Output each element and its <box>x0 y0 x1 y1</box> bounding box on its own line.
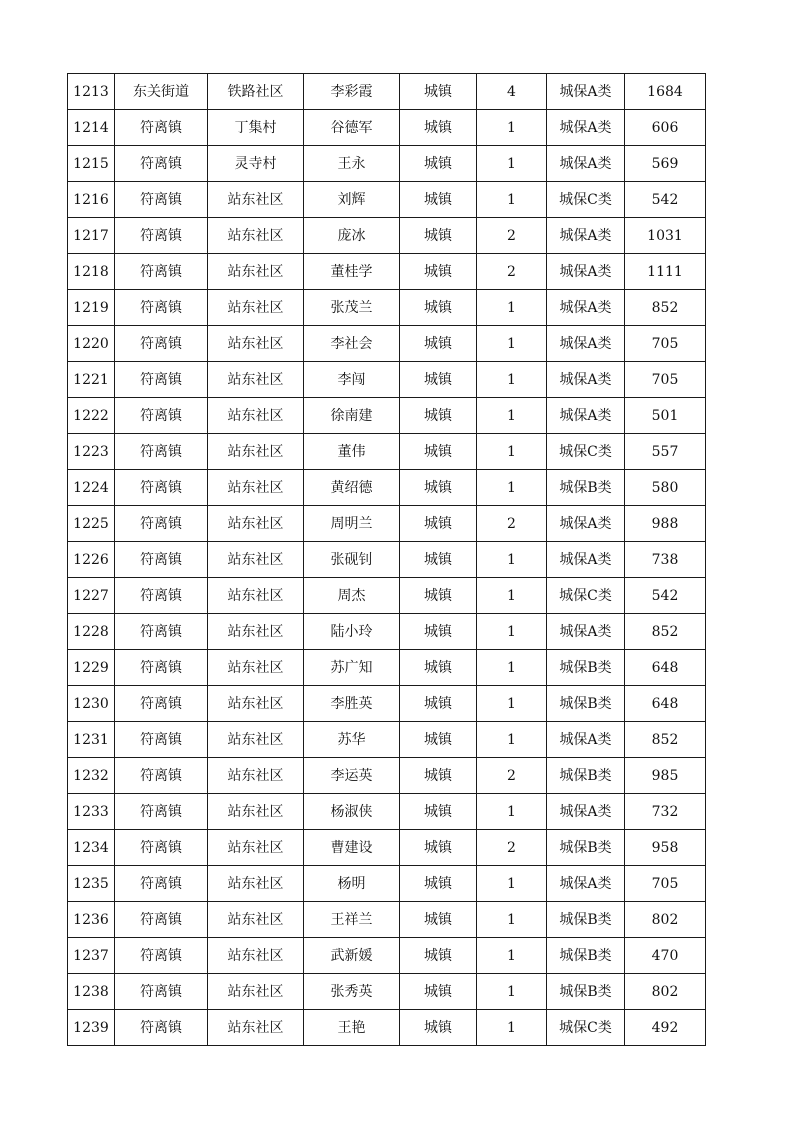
cell-name: 周明兰 <box>304 506 400 542</box>
cell-village: 站东社区 <box>208 974 304 1010</box>
cell-type: 城镇 <box>400 938 477 974</box>
cell-amount: 852 <box>625 722 706 758</box>
cell-name: 徐南建 <box>304 398 400 434</box>
table-row <box>68 542 706 578</box>
cell-amount: 648 <box>625 650 706 686</box>
cell-id: 1229 <box>68 650 115 686</box>
cell-count: 1 <box>477 362 547 398</box>
cell-category: 城保A类 <box>547 794 625 830</box>
table-row <box>68 506 706 542</box>
cell-category: 城保A类 <box>547 74 625 110</box>
cell-town: 符离镇 <box>115 650 208 686</box>
cell-type: 城镇 <box>400 218 477 254</box>
cell-town: 符离镇 <box>115 182 208 218</box>
cell-name: 张砚钊 <box>304 542 400 578</box>
cell-count: 1 <box>477 146 547 182</box>
cell-count: 1 <box>477 434 547 470</box>
cell-id: 1230 <box>68 686 115 722</box>
cell-count: 1 <box>477 722 547 758</box>
cell-id: 1237 <box>68 938 115 974</box>
cell-id: 1213 <box>68 74 115 110</box>
cell-type: 城镇 <box>400 758 477 794</box>
cell-village: 站东社区 <box>208 398 304 434</box>
cell-village: 站东社区 <box>208 830 304 866</box>
cell-village: 站东社区 <box>208 542 304 578</box>
cell-category: 城保A类 <box>547 146 625 182</box>
cell-type: 城镇 <box>400 614 477 650</box>
table-row <box>68 146 706 182</box>
cell-name: 张茂兰 <box>304 290 400 326</box>
cell-type: 城镇 <box>400 542 477 578</box>
cell-id: 1223 <box>68 434 115 470</box>
cell-name: 李运英 <box>304 758 400 794</box>
cell-amount: 569 <box>625 146 706 182</box>
cell-category: 城保C类 <box>547 1010 625 1046</box>
cell-type: 城镇 <box>400 182 477 218</box>
cell-type: 城镇 <box>400 686 477 722</box>
cell-count: 1 <box>477 794 547 830</box>
cell-id: 1234 <box>68 830 115 866</box>
cell-village: 站东社区 <box>208 254 304 290</box>
cell-town: 符离镇 <box>115 542 208 578</box>
cell-town: 东关街道 <box>115 74 208 110</box>
cell-amount: 1111 <box>625 254 706 290</box>
table-row <box>68 434 706 470</box>
cell-amount: 606 <box>625 110 706 146</box>
cell-count: 1 <box>477 686 547 722</box>
cell-category: 城保A类 <box>547 398 625 434</box>
cell-count: 1 <box>477 326 547 362</box>
cell-type: 城镇 <box>400 326 477 362</box>
cell-village: 站东社区 <box>208 362 304 398</box>
cell-name: 王永 <box>304 146 400 182</box>
cell-name: 董桂学 <box>304 254 400 290</box>
cell-amount: 958 <box>625 830 706 866</box>
cell-name: 杨明 <box>304 866 400 902</box>
cell-town: 符离镇 <box>115 614 208 650</box>
cell-category: 城保B类 <box>547 902 625 938</box>
cell-town: 符离镇 <box>115 434 208 470</box>
cell-village: 站东社区 <box>208 686 304 722</box>
table-row <box>68 1010 706 1046</box>
cell-category: 城保C类 <box>547 182 625 218</box>
roster-table-body <box>68 74 706 1046</box>
cell-town: 符离镇 <box>115 290 208 326</box>
cell-category: 城保A类 <box>547 506 625 542</box>
table-row <box>68 686 706 722</box>
cell-name: 苏广知 <box>304 650 400 686</box>
cell-id: 1220 <box>68 326 115 362</box>
cell-category: 城保C类 <box>547 434 625 470</box>
cell-amount: 802 <box>625 974 706 1010</box>
cell-id: 1232 <box>68 758 115 794</box>
cell-type: 城镇 <box>400 650 477 686</box>
cell-name: 李闯 <box>304 362 400 398</box>
cell-village: 站东社区 <box>208 182 304 218</box>
cell-town: 符离镇 <box>115 470 208 506</box>
cell-count: 1 <box>477 1010 547 1046</box>
cell-amount: 580 <box>625 470 706 506</box>
cell-count: 1 <box>477 902 547 938</box>
cell-amount: 542 <box>625 578 706 614</box>
cell-village: 站东社区 <box>208 326 304 362</box>
cell-town: 符离镇 <box>115 830 208 866</box>
cell-count: 1 <box>477 974 547 1010</box>
cell-name: 董伟 <box>304 434 400 470</box>
cell-count: 1 <box>477 290 547 326</box>
table-row <box>68 974 706 1010</box>
cell-village: 站东社区 <box>208 506 304 542</box>
cell-town: 符离镇 <box>115 398 208 434</box>
cell-count: 2 <box>477 758 547 794</box>
cell-town: 符离镇 <box>115 686 208 722</box>
cell-village: 站东社区 <box>208 902 304 938</box>
table-row <box>68 254 706 290</box>
table-row <box>68 758 706 794</box>
cell-category: 城保B类 <box>547 470 625 506</box>
cell-amount: 705 <box>625 866 706 902</box>
cell-type: 城镇 <box>400 110 477 146</box>
cell-type: 城镇 <box>400 902 477 938</box>
cell-category: 城保A类 <box>547 110 625 146</box>
cell-type: 城镇 <box>400 1010 477 1046</box>
cell-type: 城镇 <box>400 470 477 506</box>
cell-village: 铁路社区 <box>208 74 304 110</box>
cell-amount: 542 <box>625 182 706 218</box>
table-row <box>68 866 706 902</box>
cell-id: 1222 <box>68 398 115 434</box>
cell-count: 2 <box>477 830 547 866</box>
cell-amount: 470 <box>625 938 706 974</box>
cell-town: 符离镇 <box>115 758 208 794</box>
cell-type: 城镇 <box>400 362 477 398</box>
cell-town: 符离镇 <box>115 326 208 362</box>
cell-name: 李彩霞 <box>304 74 400 110</box>
table-row <box>68 218 706 254</box>
cell-id: 1217 <box>68 218 115 254</box>
cell-amount: 738 <box>625 542 706 578</box>
cell-id: 1231 <box>68 722 115 758</box>
cell-name: 武新媛 <box>304 938 400 974</box>
cell-amount: 985 <box>625 758 706 794</box>
cell-id: 1233 <box>68 794 115 830</box>
cell-amount: 501 <box>625 398 706 434</box>
cell-type: 城镇 <box>400 434 477 470</box>
cell-village: 站东社区 <box>208 650 304 686</box>
table-row <box>68 722 706 758</box>
cell-type: 城镇 <box>400 722 477 758</box>
cell-type: 城镇 <box>400 254 477 290</box>
cell-category: 城保B类 <box>547 650 625 686</box>
cell-amount: 852 <box>625 614 706 650</box>
cell-id: 1218 <box>68 254 115 290</box>
cell-id: 1228 <box>68 614 115 650</box>
cell-id: 1215 <box>68 146 115 182</box>
cell-id: 1221 <box>68 362 115 398</box>
table-row <box>68 902 706 938</box>
cell-amount: 705 <box>625 362 706 398</box>
cell-name: 黄绍德 <box>304 470 400 506</box>
cell-amount: 557 <box>625 434 706 470</box>
cell-count: 1 <box>477 182 547 218</box>
roster-table <box>67 73 706 1046</box>
cell-count: 1 <box>477 938 547 974</box>
cell-category: 城保A类 <box>547 218 625 254</box>
table-row <box>68 470 706 506</box>
cell-village: 站东社区 <box>208 470 304 506</box>
cell-village: 站东社区 <box>208 1010 304 1046</box>
table-row <box>68 398 706 434</box>
cell-count: 1 <box>477 110 547 146</box>
cell-count: 4 <box>477 74 547 110</box>
cell-village: 站东社区 <box>208 938 304 974</box>
cell-id: 1239 <box>68 1010 115 1046</box>
cell-type: 城镇 <box>400 74 477 110</box>
cell-type: 城镇 <box>400 866 477 902</box>
cell-count: 2 <box>477 218 547 254</box>
cell-type: 城镇 <box>400 398 477 434</box>
cell-town: 符离镇 <box>115 578 208 614</box>
cell-village: 站东社区 <box>208 290 304 326</box>
cell-count: 1 <box>477 866 547 902</box>
cell-amount: 648 <box>625 686 706 722</box>
cell-name: 刘辉 <box>304 182 400 218</box>
cell-category: 城保A类 <box>547 722 625 758</box>
table-row <box>68 830 706 866</box>
cell-id: 1235 <box>68 866 115 902</box>
cell-village: 站东社区 <box>208 578 304 614</box>
cell-category: 城保B类 <box>547 686 625 722</box>
cell-village: 站东社区 <box>208 614 304 650</box>
cell-town: 符离镇 <box>115 938 208 974</box>
cell-name: 苏华 <box>304 722 400 758</box>
cell-id: 1238 <box>68 974 115 1010</box>
cell-category: 城保A类 <box>547 290 625 326</box>
table-row <box>68 794 706 830</box>
cell-id: 1236 <box>68 902 115 938</box>
cell-type: 城镇 <box>400 146 477 182</box>
cell-amount: 492 <box>625 1010 706 1046</box>
cell-town: 符离镇 <box>115 254 208 290</box>
cell-count: 1 <box>477 614 547 650</box>
cell-town: 符离镇 <box>115 218 208 254</box>
cell-amount: 802 <box>625 902 706 938</box>
table-row <box>68 614 706 650</box>
cell-name: 周杰 <box>304 578 400 614</box>
cell-type: 城镇 <box>400 794 477 830</box>
cell-village: 站东社区 <box>208 794 304 830</box>
cell-village: 灵寺村 <box>208 146 304 182</box>
cell-name: 谷德军 <box>304 110 400 146</box>
cell-town: 符离镇 <box>115 146 208 182</box>
cell-name: 王祥兰 <box>304 902 400 938</box>
cell-village: 站东社区 <box>208 434 304 470</box>
cell-category: 城保A类 <box>547 542 625 578</box>
cell-amount: 705 <box>625 326 706 362</box>
cell-name: 曹建设 <box>304 830 400 866</box>
cell-category: 城保A类 <box>547 362 625 398</box>
table-row <box>68 110 706 146</box>
table-row <box>68 326 706 362</box>
cell-category: 城保A类 <box>547 326 625 362</box>
cell-id: 1214 <box>68 110 115 146</box>
cell-name: 杨淑侠 <box>304 794 400 830</box>
cell-id: 1227 <box>68 578 115 614</box>
table-row <box>68 938 706 974</box>
cell-count: 1 <box>477 650 547 686</box>
cell-count: 1 <box>477 398 547 434</box>
table-row <box>68 290 706 326</box>
cell-id: 1216 <box>68 182 115 218</box>
cell-name: 李胜英 <box>304 686 400 722</box>
cell-type: 城镇 <box>400 506 477 542</box>
cell-village: 站东社区 <box>208 866 304 902</box>
cell-town: 符离镇 <box>115 362 208 398</box>
table-row <box>68 362 706 398</box>
cell-village: 丁集村 <box>208 110 304 146</box>
cell-type: 城镇 <box>400 290 477 326</box>
cell-town: 符离镇 <box>115 1010 208 1046</box>
cell-count: 1 <box>477 542 547 578</box>
cell-amount: 852 <box>625 290 706 326</box>
cell-count: 2 <box>477 506 547 542</box>
cell-id: 1219 <box>68 290 115 326</box>
cell-amount: 732 <box>625 794 706 830</box>
cell-category: 城保C类 <box>547 578 625 614</box>
cell-town: 符离镇 <box>115 794 208 830</box>
cell-category: 城保A类 <box>547 614 625 650</box>
cell-amount: 1684 <box>625 74 706 110</box>
cell-village: 站东社区 <box>208 722 304 758</box>
cell-name: 王艳 <box>304 1010 400 1046</box>
cell-category: 城保B类 <box>547 758 625 794</box>
cell-town: 符离镇 <box>115 866 208 902</box>
cell-town: 符离镇 <box>115 506 208 542</box>
cell-town: 符离镇 <box>115 110 208 146</box>
cell-count: 1 <box>477 470 547 506</box>
cell-village: 站东社区 <box>208 758 304 794</box>
cell-town: 符离镇 <box>115 974 208 1010</box>
cell-amount: 1031 <box>625 218 706 254</box>
cell-category: 城保B类 <box>547 974 625 1010</box>
table-row <box>68 182 706 218</box>
cell-id: 1226 <box>68 542 115 578</box>
cell-category: 城保B类 <box>547 830 625 866</box>
cell-town: 符离镇 <box>115 722 208 758</box>
cell-type: 城镇 <box>400 578 477 614</box>
table-row <box>68 74 706 110</box>
cell-village: 站东社区 <box>208 218 304 254</box>
cell-town: 符离镇 <box>115 902 208 938</box>
cell-name: 李社会 <box>304 326 400 362</box>
cell-category: 城保A类 <box>547 866 625 902</box>
cell-category: 城保B类 <box>547 938 625 974</box>
cell-name: 陆小玲 <box>304 614 400 650</box>
cell-category: 城保A类 <box>547 254 625 290</box>
table-row <box>68 650 706 686</box>
cell-type: 城镇 <box>400 974 477 1010</box>
cell-type: 城镇 <box>400 830 477 866</box>
table-row <box>68 578 706 614</box>
cell-count: 2 <box>477 254 547 290</box>
cell-amount: 988 <box>625 506 706 542</box>
cell-id: 1224 <box>68 470 115 506</box>
cell-count: 1 <box>477 578 547 614</box>
cell-name: 庞冰 <box>304 218 400 254</box>
cell-name: 张秀英 <box>304 974 400 1010</box>
cell-id: 1225 <box>68 506 115 542</box>
